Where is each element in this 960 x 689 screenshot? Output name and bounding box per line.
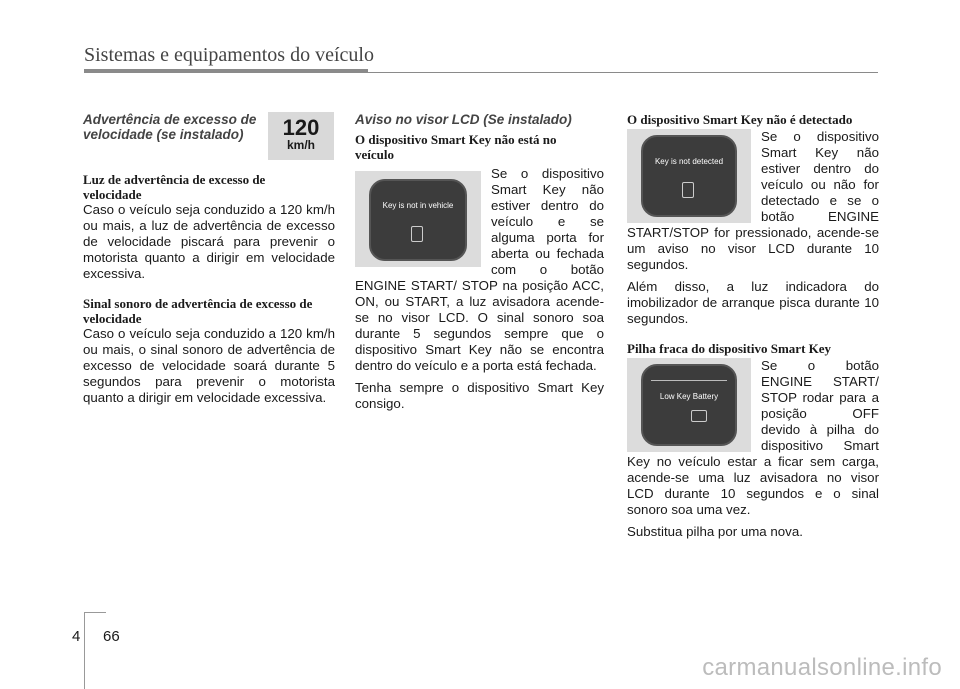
- speed-value: 120: [282, 115, 320, 140]
- lcd-message: Low Key Battery: [659, 392, 719, 401]
- paragraph-speed-chime: Caso o veículo seja conduzido a 120 km/h ou mais, o sinal sonoro de advertência de excesso de velocidade soará durante 5 segundos para prevenir o motorista quanto a dirigir em velocidade excessiva.: [83, 326, 335, 405]
- subheading-speed-light: Luz de advertência de excesso de velocidade: [83, 172, 266, 202]
- lcd-image-key-not-in-vehicle: [355, 171, 481, 267]
- lcd-image-key-not-detected: [627, 129, 751, 223]
- lcd-screen: [641, 364, 737, 446]
- subheading-speed-chime: Sinal sonoro de advertência de excesso de velocidade: [83, 296, 313, 326]
- footer-rule-vertical: [84, 612, 85, 689]
- lcd-screen: [641, 135, 737, 217]
- lcd-screen: [369, 179, 467, 261]
- speed-unit: km/h: [286, 138, 315, 152]
- paragraph-immobilizer: Além disso, a luz indicadora do imobilizador de arranque pisca durante 10 segundos.: [627, 279, 879, 326]
- paragraph-speed-light: Caso o veículo seja conduzido a 120 km/h ou mais, a luz de advertência de excesso de velocidade piscará para prevenir o motorista quanto a dirigir em velocidade excessiva.: [83, 202, 335, 281]
- subheading-low-battery: Pilha fraca do dispositivo Smart Key: [627, 341, 832, 356]
- watermark: carmanualsonline.info: [702, 654, 942, 681]
- page-number: 66: [103, 628, 120, 645]
- paragraph-carry-key: Tenha sempre o dispositivo Smart Key consigo.: [355, 380, 604, 411]
- smart-key-icon: [411, 226, 423, 242]
- subheading-key-not-detected: O dispositivo Smart Key não é detectado: [627, 112, 853, 127]
- column-key-detection: [627, 112, 879, 546]
- section-title-speed-warning: Advertência de excesso de velocidade (se instalado): [83, 112, 257, 142]
- subheading-key-not-in-vehicle: O dispositivo Smart Key não está no veículo: [355, 132, 557, 162]
- paragraph-key-not-detected: Se o dispositivo Smart Key não estiver dentro do veículo ou não for detectado e se o botão ENGINE START/STOP for pressionado, acende-se um aviso no visor LCD durante 10 segundos.: [627, 129, 879, 272]
- section-title-lcd: Aviso no visor LCD (Se instalado): [355, 112, 572, 127]
- battery-key-icon: [691, 410, 707, 422]
- column-lcd-warning: [355, 112, 604, 418]
- smart-key-icon: [682, 182, 694, 198]
- lcd-message: Key is not in vehicle: [382, 201, 454, 210]
- paragraph-replace-battery: Substitua pilha por uma nova.: [627, 524, 803, 539]
- speed-120-icon: [268, 112, 334, 160]
- lcd-divider: [651, 380, 727, 381]
- header-rule: [84, 72, 878, 73]
- lcd-image-low-battery: [627, 358, 751, 452]
- footer-rule-horizontal: [84, 612, 106, 613]
- lcd-message: Key is not detected: [654, 157, 724, 166]
- page-header-title: Sistemas e equipamentos do veículo: [84, 44, 374, 66]
- paragraph-key-not-in-vehicle: Se o dispositivo Smart Key não estiver dentro do veículo e se alguma porta for aberta ou fechada com o botão ENGINE START/ STOP na posição ACC, ON, ou START, a luz avisadora acende-se no visor LCD. O sinal sonoro soa durante 5 segundos sempre que o dispositivo Smart Key não se encontra dentro do veículo e a porta está fechada.: [355, 166, 604, 373]
- chapter-number: 4: [72, 628, 81, 645]
- paragraph-low-battery: Se o botão ENGINE START/ STOP rodar para a posição OFF devido à pilha do dispositivo Smart Key no veículo estar a ficar sem carga, acende-se uma luz avisadora no visor LCD durante 10 segundos e o sinal sonoro soa uma vez.: [627, 358, 879, 517]
